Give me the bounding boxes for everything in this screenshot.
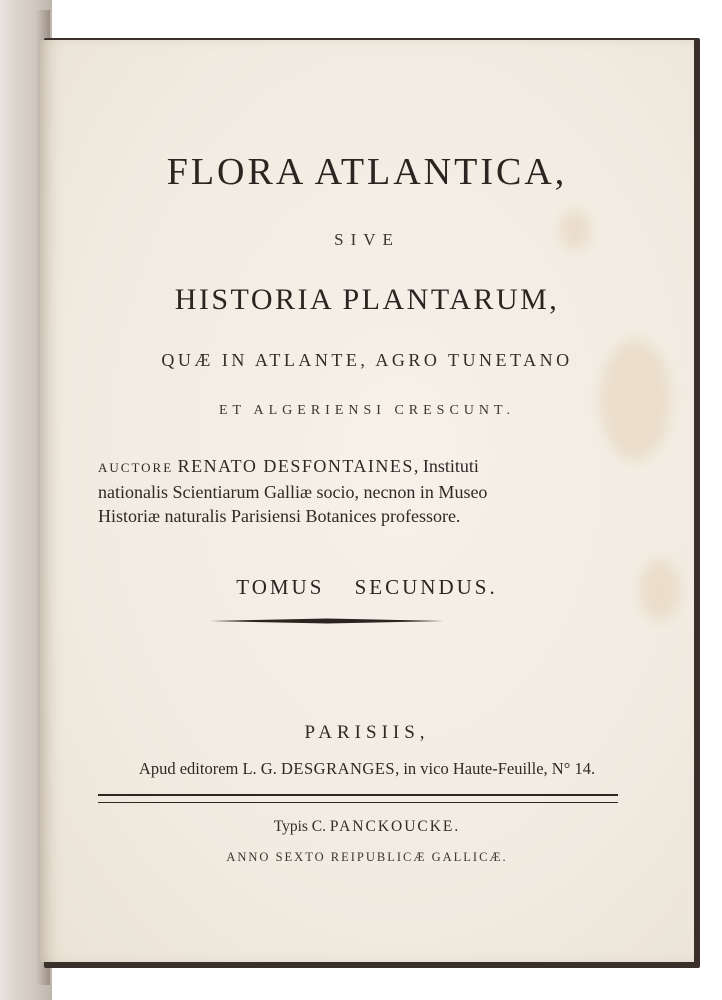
- author-block: [98, 454, 618, 528]
- volume-label: TOMUS SECUNDUS.: [236, 575, 498, 599]
- printer-line: [40, 818, 694, 836]
- author-line-1: [98, 454, 618, 480]
- sive-line: SIVE: [334, 230, 400, 249]
- publisher-line: [40, 759, 694, 779]
- author-line-2: nationalis Scientiarum Galliæ socio, necnon in Museo: [98, 482, 488, 502]
- place-of-publication: PARISIIS,: [304, 722, 430, 743]
- author-name: RENATO DESFONTAINES: [177, 456, 414, 476]
- typis-pre: Typis C.: [273, 818, 330, 835]
- printer-name: PANCKOUCKE.: [329, 818, 461, 835]
- et-line: ET ALGERIENSI CRESCUNT.: [218, 403, 516, 418]
- author-line-3: Historiæ naturalis Parisiensi Botanices professore.: [98, 506, 461, 526]
- date-line: ANNO SEXTO REIPUBLICÆ GALLICÆ.: [226, 850, 508, 864]
- subtitle: HISTORIA PLANTARUM,: [174, 283, 560, 316]
- book-title: FLORA ATLANTICA,: [166, 151, 568, 193]
- publisher-post: , in vico Haute-Feuille, N° 14.: [395, 759, 596, 778]
- ornamental-rule: [210, 618, 444, 624]
- auctore-label: AUCTORE: [98, 460, 174, 475]
- author-line-1-rest: , Instituti: [413, 456, 479, 476]
- publisher-name: DESGRANGES: [280, 759, 396, 778]
- title-page: [40, 40, 694, 962]
- double-rule: [98, 794, 618, 803]
- quae-line: QUÆ IN ATLANTE, AGRO TUNETANO: [161, 350, 573, 370]
- publisher-pre: Apud editorem L. G.: [138, 759, 281, 778]
